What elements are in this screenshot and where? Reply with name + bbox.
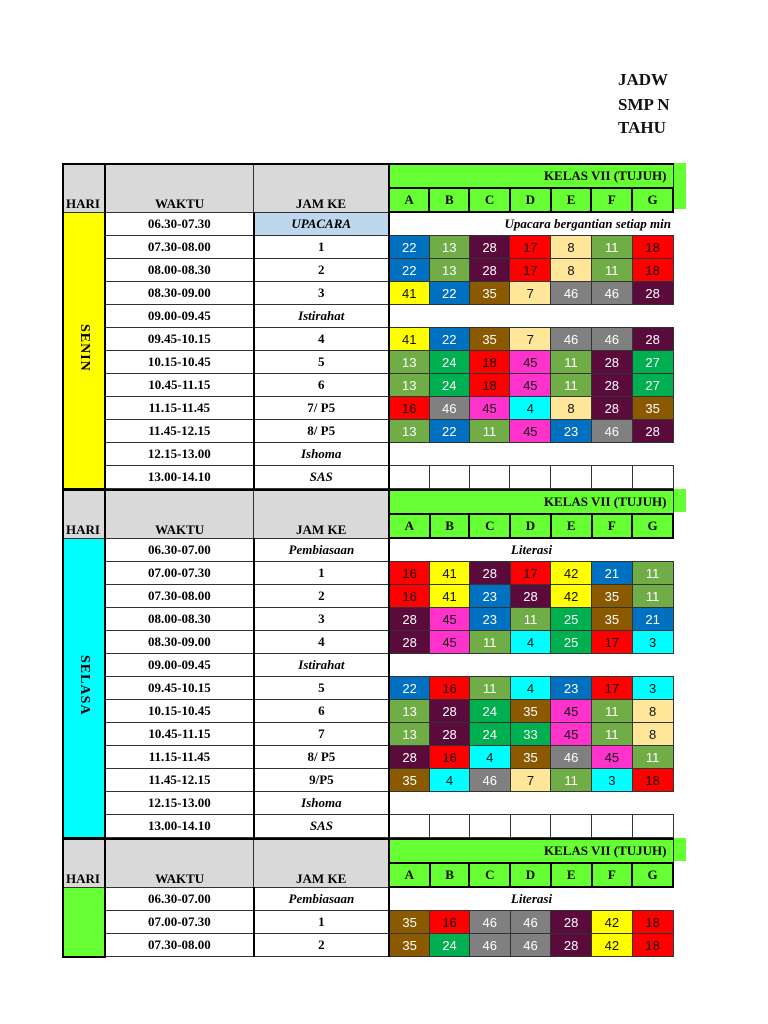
subject-code-cell: 46 [510, 911, 551, 934]
subject-code-cell: 11 [592, 723, 633, 746]
subject-code-cell: 28 [469, 236, 510, 259]
subject-code-cell: 11 [591, 259, 632, 282]
subject-code-cell: 35 [632, 397, 673, 420]
waktu-cell: 13.00-14.10 [105, 466, 254, 489]
jam-ke-cell: 5 [254, 351, 389, 374]
schedule-row [63, 723, 673, 746]
subject-code-cell: 11 [592, 700, 633, 723]
waktu-cell: 10.45-11.15 [105, 723, 254, 746]
jam-ke-header: JAM KE [254, 164, 389, 212]
waktu-cell: 07.00-07.30 [105, 562, 254, 585]
waktu-cell: 08.30-09.00 [105, 282, 254, 305]
schedule-row [63, 212, 673, 236]
class-letter-a: A [389, 514, 430, 538]
subject-code-cell: 35 [592, 608, 633, 631]
jam-ke-cell: 6 [254, 700, 389, 723]
subject-code-cell: 35 [592, 585, 633, 608]
title-line-2: SMP N [618, 95, 670, 114]
subject-code-cell: 23 [551, 677, 592, 700]
jam-ke-cell: 1 [254, 236, 389, 259]
schedule-row [63, 769, 673, 792]
subject-code-cell: 28 [632, 328, 673, 351]
jam-ke-cell: 5 [254, 677, 389, 700]
subject-code-cell: 24 [429, 374, 469, 397]
waktu-cell: 12.15-13.00 [105, 443, 254, 466]
subject-code-cell: 28 [510, 585, 551, 608]
subject-code-cell: 8 [551, 236, 592, 259]
subject-code-cell: 16 [430, 677, 470, 700]
jam-ke-cell: 8/ P5 [254, 746, 389, 769]
waktu-cell: 07.30-08.00 [105, 934, 254, 957]
subject-code-cell: 28 [551, 911, 592, 934]
class-letter-e: E [551, 514, 592, 538]
waktu-cell: 10.15-10.45 [105, 700, 254, 723]
class-letter-c: C [469, 863, 510, 887]
subject-code-cell: 28 [632, 282, 673, 305]
class-letter-g: G [632, 188, 673, 212]
subject-code-cell: 45 [510, 420, 551, 443]
title-line-1: JADW [618, 70, 669, 89]
jam-ke-cell: 1 [254, 911, 389, 934]
schedule-row [63, 911, 673, 934]
subject-code-cell: 16 [389, 585, 430, 608]
subject-code-cell: 46 [469, 934, 510, 957]
subject-code-cell: 22 [389, 677, 430, 700]
subject-code-cell: 22 [429, 328, 469, 351]
schedule-row [63, 654, 673, 677]
subject-code-cell: 41 [430, 585, 470, 608]
schedule-row [63, 236, 673, 259]
subject-code-cell [551, 466, 592, 489]
subject-code-cell [632, 466, 673, 489]
waktu-cell: 09.00-09.45 [105, 305, 254, 328]
class-letter-g: G [632, 863, 673, 887]
day-name: SENIN [76, 324, 92, 372]
subject-code-cell: 45 [510, 374, 551, 397]
jam-ke-cell: 7/ P5 [254, 397, 389, 420]
schedule-table-day-1 [62, 163, 674, 490]
subject-code-cell: 18 [632, 259, 673, 282]
jam-ke-cell: 9/P5 [254, 769, 389, 792]
waktu-cell: 11.15-11.45 [105, 746, 254, 769]
subject-code-cell: 33 [510, 723, 551, 746]
subject-code-cell: 28 [389, 631, 430, 654]
subject-code-cell: 46 [591, 328, 632, 351]
kelas-header: KELAS VII (TUJUH) [389, 839, 673, 863]
schedule-row [63, 700, 673, 723]
subject-code-cell: 8 [632, 723, 673, 746]
subject-code-cell: 23 [551, 420, 592, 443]
jam-ke-header: JAM KE [254, 490, 389, 538]
subject-code-cell: 7 [510, 769, 551, 792]
jam-ke-cell: Ishoma [254, 792, 389, 815]
schedule-row [63, 420, 673, 443]
class-letter-b: B [429, 188, 469, 212]
subject-code-cell: 35 [510, 700, 551, 723]
jam-ke-cell: Ishoma [254, 443, 389, 466]
waktu-cell: 08.00-08.30 [105, 259, 254, 282]
waktu-cell: 07.30-08.00 [105, 585, 254, 608]
schedule-row [63, 792, 673, 815]
subject-code-cell: 8 [551, 397, 592, 420]
waktu-cell: 08.30-09.00 [105, 631, 254, 654]
schedule-row [63, 585, 673, 608]
subject-code-cell: 13 [429, 236, 469, 259]
kelas-header-overflow [674, 163, 686, 209]
subject-code-cell [510, 466, 551, 489]
schedule-row [63, 631, 673, 654]
subject-code-cell [389, 815, 430, 838]
subject-code-cell: 13 [389, 351, 430, 374]
subject-code-cell: 23 [469, 585, 510, 608]
subject-code-cell: 4 [510, 631, 551, 654]
kelas-header-overflow [674, 838, 686, 861]
subject-code-cell: 16 [430, 911, 470, 934]
subject-code-cell: 28 [469, 259, 510, 282]
subject-code-cell: 11 [632, 746, 673, 769]
class-letter-e: E [551, 863, 592, 887]
hari-header: HARI [63, 164, 105, 212]
jam-ke-cell: 4 [254, 328, 389, 351]
class-letter-e: E [551, 188, 592, 212]
class-letter-b: B [430, 863, 470, 887]
jam-ke-cell: 2 [254, 934, 389, 957]
waktu-cell: 10.15-10.45 [105, 351, 254, 374]
subject-code-cell: 41 [430, 562, 470, 585]
subject-code-cell [510, 815, 551, 838]
schedule-row [63, 934, 673, 957]
waktu-header: WAKTU [105, 839, 254, 887]
jam-ke-cell: 7 [254, 723, 389, 746]
subject-code-cell: 46 [469, 769, 510, 792]
subject-code-cell: 17 [510, 236, 551, 259]
class-letter-c: C [469, 188, 510, 212]
kelas-header: KELAS VII (TUJUH) [389, 490, 673, 514]
subject-code-cell: 17 [592, 631, 633, 654]
subject-code-cell: 18 [632, 236, 673, 259]
subject-code-cell: 21 [632, 608, 673, 631]
merged-note: Literasi [389, 538, 673, 562]
subject-code-cell: 11 [632, 562, 673, 585]
waktu-cell: 07.30-08.00 [105, 236, 254, 259]
waktu-cell: 10.45-11.15 [105, 374, 254, 397]
subject-code-cell: 13 [389, 374, 430, 397]
subject-code-cell: 4 [430, 769, 470, 792]
schedule-row [63, 887, 673, 911]
day-label-cell [63, 538, 105, 838]
subject-code-cell: 45 [551, 723, 592, 746]
class-letter-f: F [591, 188, 632, 212]
subject-code-cell: 16 [389, 562, 430, 585]
subject-code-cell: 28 [430, 723, 470, 746]
class-letter-g: G [632, 514, 673, 538]
jam-ke-header: JAM KE [254, 839, 389, 887]
subject-code-cell: 27 [632, 351, 673, 374]
schedule-row [63, 351, 673, 374]
subject-code-cell: 46 [591, 282, 632, 305]
jam-ke-cell: 2 [254, 585, 389, 608]
subject-code-cell: 7 [510, 328, 551, 351]
subject-code-cell: 22 [429, 282, 469, 305]
kelas-header-overflow [674, 489, 686, 512]
merged-note: Literasi [389, 887, 673, 911]
subject-code-cell: 42 [592, 911, 633, 934]
subject-code-cell: 28 [389, 746, 430, 769]
subject-code-cell: 4 [469, 746, 510, 769]
schedule-row [63, 815, 673, 838]
subject-code-cell: 3 [632, 631, 673, 654]
subject-code-cell: 28 [632, 420, 673, 443]
jam-ke-cell: SAS [254, 815, 389, 838]
jam-ke-cell: 3 [254, 282, 389, 305]
blank-row [389, 792, 673, 815]
hari-header: HARI [63, 490, 105, 538]
class-letter-a: A [389, 188, 430, 212]
subject-code-cell: 11 [551, 769, 592, 792]
jam-ke-cell: Pembiasaan [254, 887, 389, 911]
blank-row [389, 654, 673, 677]
subject-code-cell: 11 [591, 236, 632, 259]
subject-code-cell: 11 [551, 374, 592, 397]
subject-code-cell: 25 [551, 631, 592, 654]
subject-code-cell: 22 [389, 259, 430, 282]
subject-code-cell [469, 466, 510, 489]
subject-code-cell: 24 [429, 351, 469, 374]
waktu-cell: 11.45-12.15 [105, 769, 254, 792]
subject-code-cell: 11 [469, 677, 510, 700]
subject-code-cell: 13 [389, 723, 430, 746]
subject-code-cell [430, 815, 470, 838]
subject-code-cell: 13 [429, 259, 469, 282]
subject-code-cell: 11 [469, 420, 510, 443]
subject-code-cell: 3 [592, 769, 633, 792]
class-letter-c: C [469, 514, 510, 538]
subject-code-cell: 18 [632, 911, 673, 934]
waktu-cell: 09.45-10.15 [105, 328, 254, 351]
subject-code-cell: 28 [591, 351, 632, 374]
subject-code-cell: 18 [632, 934, 673, 957]
subject-code-cell: 23 [469, 608, 510, 631]
subject-code-cell: 4 [510, 397, 551, 420]
subject-code-cell: 45 [469, 397, 510, 420]
subject-code-cell: 28 [389, 608, 430, 631]
subject-code-cell: 45 [430, 631, 470, 654]
subject-code-cell [592, 815, 633, 838]
schedule-row [63, 397, 673, 420]
subject-code-cell: 46 [551, 328, 592, 351]
hari-header: HARI [63, 839, 105, 887]
class-letter-a: A [389, 863, 430, 887]
schedule-row [63, 608, 673, 631]
subject-code-cell: 11 [551, 351, 592, 374]
jam-ke-cell: 3 [254, 608, 389, 631]
subject-code-cell: 46 [469, 911, 510, 934]
subject-code-cell: 41 [389, 328, 430, 351]
schedule-row [63, 538, 673, 562]
subject-code-cell: 7 [510, 282, 551, 305]
subject-code-cell: 8 [551, 259, 592, 282]
subject-code-cell: 16 [389, 397, 430, 420]
subject-code-cell [389, 466, 430, 489]
subject-code-cell: 13 [389, 420, 430, 443]
subject-code-cell [551, 815, 592, 838]
subject-code-cell: 3 [632, 677, 673, 700]
subject-code-cell: 35 [389, 934, 430, 957]
subject-code-cell: 35 [510, 746, 551, 769]
jam-ke-cell: 8/ P5 [254, 420, 389, 443]
jam-ke-cell: 6 [254, 374, 389, 397]
day-label-cell [63, 212, 105, 489]
class-letter-f: F [592, 863, 633, 887]
class-letter-b: B [430, 514, 470, 538]
blank-row [389, 443, 673, 466]
subject-code-cell [469, 815, 510, 838]
subject-code-cell: 35 [389, 911, 430, 934]
schedule-row [63, 466, 673, 489]
schedule-row [63, 562, 673, 585]
subject-code-cell: 24 [469, 700, 510, 723]
subject-code-cell: 25 [551, 608, 592, 631]
subject-code-cell: 45 [592, 746, 633, 769]
kelas-header: KELAS VII (TUJUH) [389, 164, 673, 188]
merged-note: Upacara bergantian setiap min [389, 212, 673, 236]
subject-code-cell: 46 [591, 420, 632, 443]
jam-ke-cell: 2 [254, 259, 389, 282]
subject-code-cell: 41 [389, 282, 430, 305]
subject-code-cell: 42 [551, 562, 592, 585]
subject-code-cell: 45 [510, 351, 551, 374]
schedule-row [63, 746, 673, 769]
waktu-cell: 09.45-10.15 [105, 677, 254, 700]
title-line-3: TAHU [618, 118, 666, 137]
jam-ke-cell: SAS [254, 466, 389, 489]
waktu-header: WAKTU [105, 490, 254, 538]
jam-ke-cell: UPACARA [254, 212, 389, 236]
jam-ke-cell: Istirahat [254, 654, 389, 677]
schedule-row [63, 328, 673, 351]
schedule-row [63, 282, 673, 305]
subject-code-cell: 11 [469, 631, 510, 654]
subject-code-cell: 28 [591, 374, 632, 397]
subject-code-cell [429, 466, 469, 489]
subject-code-cell: 46 [551, 282, 592, 305]
schedule-row [63, 443, 673, 466]
subject-code-cell: 21 [592, 562, 633, 585]
subject-code-cell: 18 [632, 769, 673, 792]
schedule-row [63, 305, 673, 328]
waktu-cell: 11.15-11.45 [105, 397, 254, 420]
schedule-row [63, 677, 673, 700]
waktu-cell: 06.30-07.00 [105, 887, 254, 911]
subject-code-cell: 11 [632, 585, 673, 608]
waktu-cell: 13.00-14.10 [105, 815, 254, 838]
subject-code-cell: 17 [592, 677, 633, 700]
subject-code-cell: 46 [429, 397, 469, 420]
waktu-cell: 07.00-07.30 [105, 911, 254, 934]
subject-code-cell: 24 [469, 723, 510, 746]
waktu-cell: 06.30-07.30 [105, 212, 254, 236]
waktu-cell: 12.15-13.00 [105, 792, 254, 815]
jam-ke-cell: 1 [254, 562, 389, 585]
waktu-cell: 06.30-07.00 [105, 538, 254, 562]
subject-code-cell: 27 [632, 374, 673, 397]
blank-row [389, 305, 673, 328]
subject-code-cell: 8 [632, 700, 673, 723]
waktu-header: WAKTU [105, 164, 254, 212]
class-letter-d: D [510, 514, 551, 538]
subject-code-cell: 18 [469, 374, 510, 397]
waktu-cell: 08.00-08.30 [105, 608, 254, 631]
subject-code-cell: 28 [591, 397, 632, 420]
subject-code-cell: 35 [389, 769, 430, 792]
subject-code-cell: 4 [510, 677, 551, 700]
subject-code-cell: 24 [430, 934, 470, 957]
subject-code-cell: 22 [429, 420, 469, 443]
subject-code-cell: 46 [551, 746, 592, 769]
subject-code-cell: 35 [469, 328, 510, 351]
jam-ke-cell: 4 [254, 631, 389, 654]
subject-code-cell: 22 [389, 236, 430, 259]
subject-code-cell: 28 [469, 562, 510, 585]
subject-code-cell: 46 [510, 934, 551, 957]
subject-code-cell: 11 [510, 608, 551, 631]
subject-code-cell: 45 [551, 700, 592, 723]
schedule-row [63, 374, 673, 397]
subject-code-cell [632, 815, 673, 838]
subject-code-cell: 17 [510, 259, 551, 282]
subject-code-cell: 28 [430, 700, 470, 723]
subject-code-cell: 16 [430, 746, 470, 769]
subject-code-cell: 42 [551, 585, 592, 608]
schedule-table-day-3 [62, 838, 674, 958]
subject-code-cell: 35 [469, 282, 510, 305]
class-letter-d: D [510, 863, 551, 887]
subject-code-cell: 17 [510, 562, 551, 585]
schedule-table-day-2 [62, 489, 674, 839]
class-letter-d: D [510, 188, 551, 212]
subject-code-cell: 18 [469, 351, 510, 374]
waktu-cell: 09.00-09.45 [105, 654, 254, 677]
subject-code-cell: 13 [389, 700, 430, 723]
schedule-row [63, 259, 673, 282]
subject-code-cell: 28 [551, 934, 592, 957]
subject-code-cell [591, 466, 632, 489]
jam-ke-cell: Pembiasaan [254, 538, 389, 562]
waktu-cell: 11.45-12.15 [105, 420, 254, 443]
day-label-cell [63, 887, 105, 957]
subject-code-cell: 42 [592, 934, 633, 957]
subject-code-cell: 45 [430, 608, 470, 631]
class-letter-f: F [592, 514, 633, 538]
day-name: SELASA [76, 655, 92, 716]
jam-ke-cell: Istirahat [254, 305, 389, 328]
